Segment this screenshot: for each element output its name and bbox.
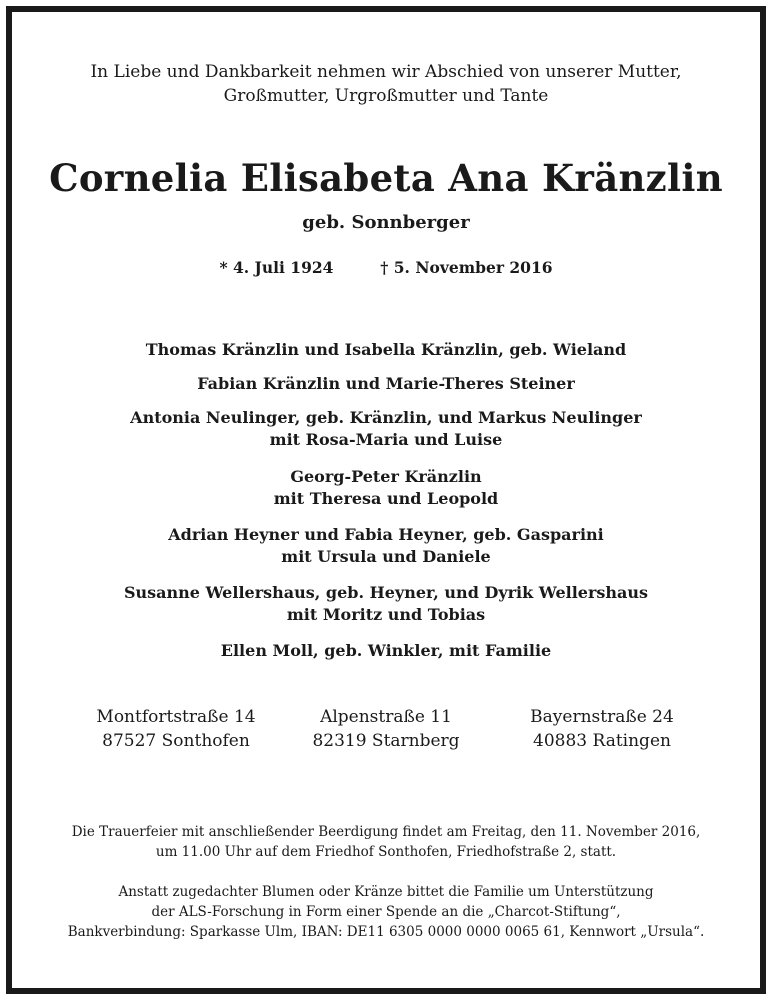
- address-block: [276, 705, 496, 753]
- address-street: Bayernstraße 24: [530, 707, 674, 727]
- address-city: 40883 Ratingen: [533, 731, 671, 751]
- intro-line-2: Großmutter, Urgroßmutter und Tante: [223, 86, 549, 106]
- deceased-name: Cornelia Elisabeta Ana Kränzlin: [49, 156, 723, 200]
- family-entry: [12, 373, 760, 395]
- family-entry: [12, 524, 760, 568]
- birth-date: * 4. Juli 1924: [219, 258, 334, 277]
- family-entry: [12, 407, 760, 451]
- family-line: mit Ursula und Daniele: [281, 547, 491, 566]
- life-dates: [12, 258, 760, 277]
- family-line: Georg-Peter Kränzlin: [290, 467, 482, 486]
- family-line: Adrian Heyner und Fabia Heyner, geb. Gasparini: [168, 525, 604, 544]
- death-date: † 5. November 2016: [380, 258, 553, 277]
- donation-line-3: Bankverbindung: Sparkasse Ulm, IBAN: DE11 6305 0000 0000 0065 61, Kennwort „Ursula“.: [67, 924, 705, 940]
- family-entry: [12, 640, 760, 662]
- birth-name: geb. Sonnberger: [302, 212, 470, 233]
- family-line: Fabian Kränzlin und Marie-Theres Steiner: [197, 374, 575, 393]
- funeral-line-2: um 11.00 Uhr auf dem Friedhof Sonthofen, Friedhofstraße 2, statt.: [155, 844, 617, 860]
- funeral-line-1: Die Trauerfeier mit anschließender Beerdigung findet am Freitag, den 11. November 2016,: [71, 824, 701, 840]
- address-street: Montfortstraße 14: [96, 707, 256, 727]
- intro-text: [12, 60, 760, 108]
- family-line: Thomas Kränzlin und Isabella Kränzlin, geb. Wieland: [145, 340, 627, 359]
- family-entry: [12, 582, 760, 626]
- address-city: 87527 Sonthofen: [102, 731, 250, 751]
- family-line: mit Rosa-Maria und Luise: [269, 430, 503, 449]
- funeral-notice: [12, 822, 760, 862]
- intro-line-1: In Liebe und Dankbarkeit nehmen wir Abschied von unserer Mutter,: [90, 62, 682, 82]
- address-block: [66, 705, 286, 753]
- donation-line-2: der ALS-Forschung in Form einer Spende an die „Charcot-Stiftung“,: [151, 904, 621, 920]
- family-line: mit Moritz und Tobias: [286, 605, 486, 624]
- address-city: 82319 Starnberg: [312, 731, 460, 751]
- address-street: Alpenstraße 11: [320, 707, 452, 727]
- family-entry: [12, 466, 760, 510]
- family-line: Susanne Wellershaus, geb. Heyner, und Dyrik Wellershaus: [123, 583, 649, 602]
- address-block: [492, 705, 712, 753]
- donation-notice: [12, 882, 760, 942]
- obituary-frame: [6, 6, 766, 994]
- family-entry: [12, 339, 760, 361]
- donation-line-1: Anstatt zugedachter Blumen oder Kränze bittet die Familie um Unterstützung: [118, 884, 654, 900]
- family-line: Ellen Moll, geb. Winkler, mit Familie: [220, 641, 552, 660]
- family-line: Antonia Neulinger, geb. Kränzlin, und Markus Neulinger: [130, 408, 642, 427]
- family-line: mit Theresa und Leopold: [273, 489, 499, 508]
